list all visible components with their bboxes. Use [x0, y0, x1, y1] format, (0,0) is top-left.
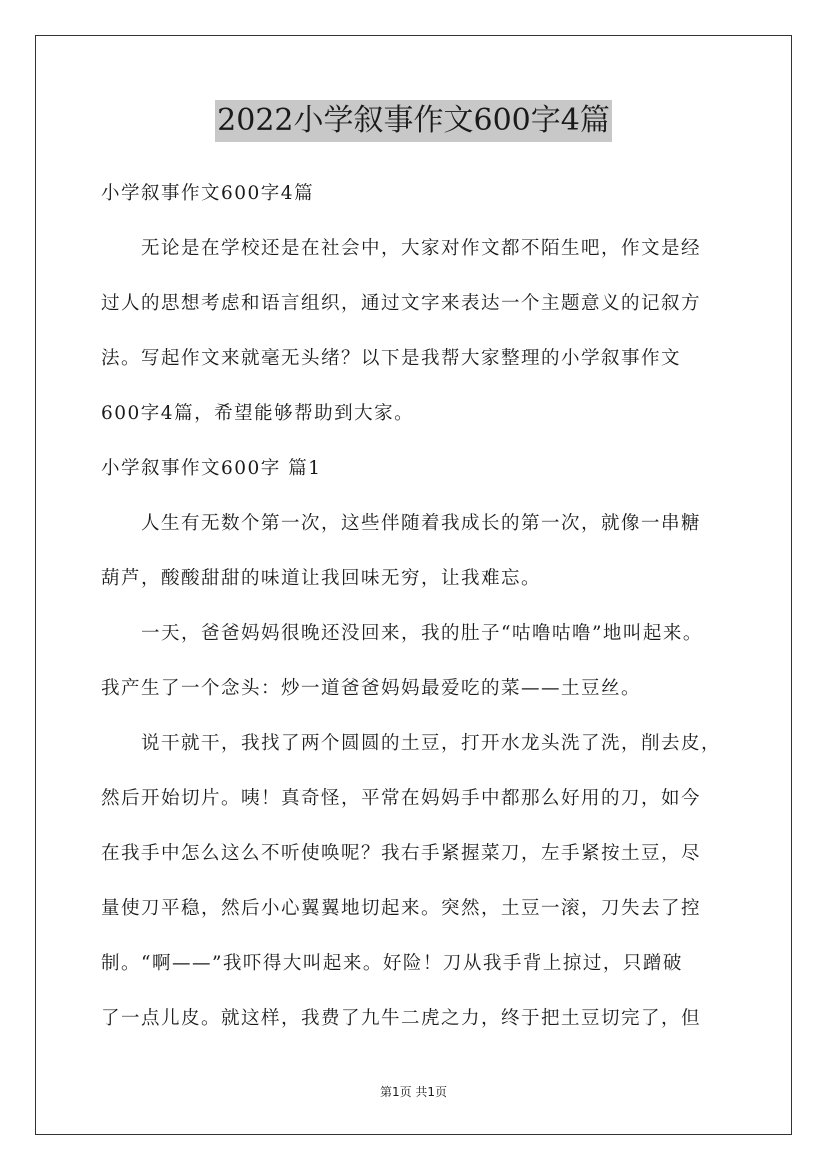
body-line: 无论是在学校还是在社会中，大家对作文都不陌生吧，作文是经 — [141, 238, 702, 259]
body-line: 量使刀平稳，然后小心翼翼地切起来。突然，土豆一滚，刀失去了控 — [101, 898, 702, 919]
body-line: 在我手中怎么这么不听使唤呢？我右手紧握菜刀，左手紧按土豆，尽 — [101, 843, 702, 864]
body-line: 制。“啊——”我吓得大叫起来。好险！刀从我手背上掠过，只蹭破 — [101, 953, 683, 974]
line-gap — [101, 323, 741, 340]
line-gap — [101, 653, 741, 670]
line-gap — [101, 378, 741, 395]
subtitle-line: 小学叙事作文600字4篇 — [101, 183, 315, 204]
body-line: 然后开始切片。咦！真奇怪，平常在妈妈手中都那么好用的刀，如今 — [101, 788, 702, 809]
page-footer: 第1页 共1页 — [379, 1085, 448, 1099]
line-gap — [101, 598, 741, 615]
line-gap — [101, 433, 741, 450]
body-line: 葫芦，酸酸甜甜的味道让我回味无穷，让我难忘。 — [101, 568, 542, 589]
body-line: 了一点儿皮。就这样，我费了九牛二虎之力，终于把土豆切完了，但 — [101, 1008, 702, 1029]
body-line: 一天，爸爸妈妈很晚还没回来，我的肚子“咕噜咕噜”地叫起来。 — [141, 623, 703, 644]
line-gap — [101, 763, 741, 780]
body-line: 我产生了一个念头：炒一道爸爸妈妈最爱吃的菜——土豆丝。 — [101, 678, 642, 699]
line-gap — [101, 213, 741, 230]
line-gap — [101, 708, 741, 725]
title-container — [0, 100, 827, 142]
line-gap — [101, 543, 741, 560]
body-line: 600字4篇，希望能够帮助到大家。 — [101, 403, 415, 424]
line-gap — [101, 928, 741, 945]
line-gap — [101, 873, 741, 890]
line-gap — [101, 268, 741, 285]
document-body — [101, 175, 741, 1038]
line-gap — [101, 983, 741, 1000]
body-line: 过人的思想考虑和语言组织，通过文字来表达一个主题意义的记叙方 — [101, 293, 702, 314]
document-title: 2022小学叙事作文600字4篇 — [215, 100, 612, 142]
body-line: 法。写起作文来就毫无头绪？以下是我帮大家整理的小学叙事作文 — [101, 348, 682, 369]
line-gap — [101, 818, 741, 835]
body-line: 小学叙事作文600字 篇1 — [101, 458, 322, 479]
body-line: 说干就干，我找了两个圆圆的土豆，打开水龙头洗了洗，削去皮， — [141, 733, 722, 754]
body-line: 人生有无数个第一次，这些伴随着我成长的第一次，就像一串糖 — [141, 513, 702, 534]
line-gap — [101, 488, 741, 505]
